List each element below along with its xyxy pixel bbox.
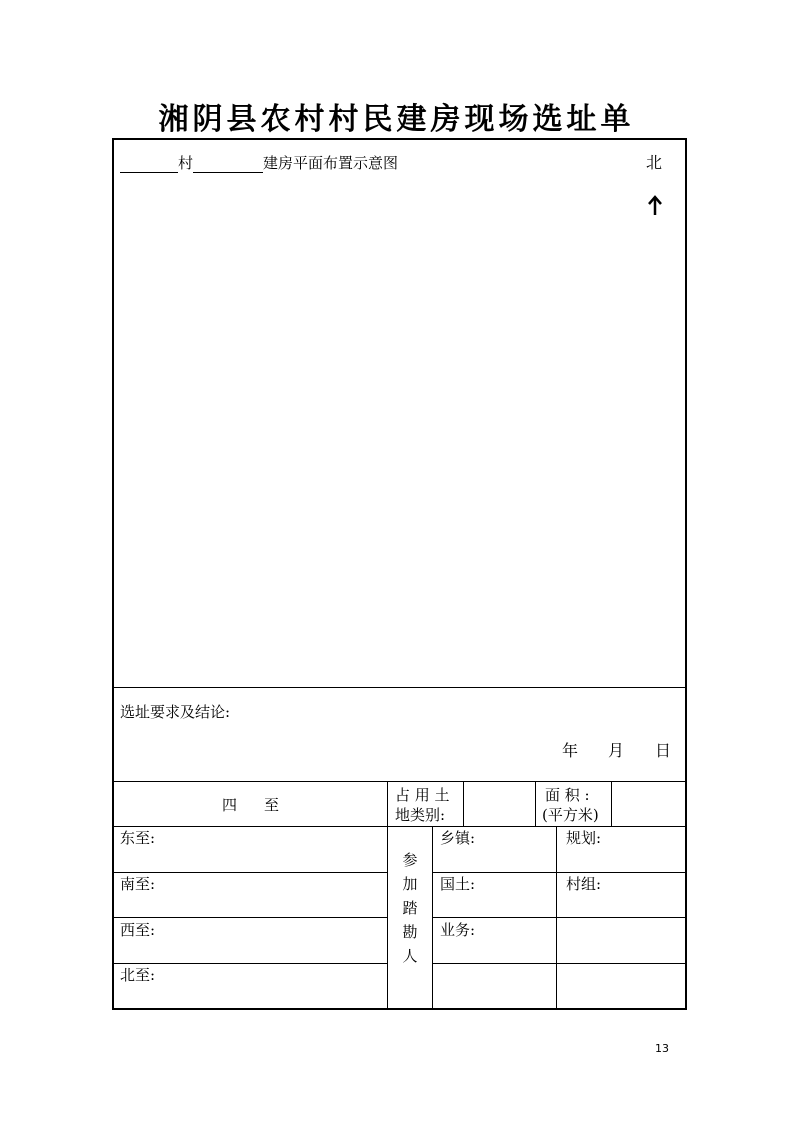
to-label: 至 [264, 796, 280, 814]
land-type-label-line2: 地类别: [395, 806, 446, 824]
planning-label: 规划: [566, 829, 602, 847]
area-label-line1: 面 积 : [545, 786, 590, 804]
plan-drawing-area[interactable] [114, 180, 685, 685]
vdivider-inspector-col [432, 826, 433, 1009]
divider-plan-bottom [113, 687, 686, 688]
month-label: 月 [608, 741, 625, 760]
conclusion-label: 选址要求及结论: [120, 703, 231, 721]
divider-conclusion-bottom [113, 781, 686, 782]
divider-boundary-header-bottom [113, 826, 686, 827]
land-bureau-label: 国土: [440, 875, 476, 893]
four-label: 四 [222, 796, 238, 814]
vdivider-header-3 [535, 781, 536, 826]
village-blank[interactable] [120, 156, 178, 173]
year-label: 年 [562, 741, 579, 760]
east-boundary-label: 东至: [120, 829, 156, 847]
business-label: 业务: [440, 921, 476, 939]
inspectors-vertical-label: 参 加 踏 勘 人 [402, 851, 418, 965]
divider-row3-right [432, 963, 686, 964]
north-label: 北 [646, 153, 663, 172]
area-value-cell[interactable] [612, 782, 685, 825]
township-label: 乡镇: [440, 829, 476, 847]
divider-row3 [113, 963, 387, 964]
west-boundary-label: 西至: [120, 921, 156, 939]
document-title: 湘阴县农村村民建房现场选址单 [158, 102, 635, 137]
south-boundary-label: 南至: [120, 875, 156, 893]
divider-row1-right [432, 872, 686, 873]
land-type-label-line1: 占 用 土 [395, 786, 450, 804]
north-boundary-label: 北至: [120, 966, 156, 984]
vdivider-header-1 [387, 781, 388, 1009]
divider-row2 [113, 917, 387, 918]
vdivider-inspector-mid [556, 826, 557, 1009]
village-group-label: 村组: [566, 875, 602, 893]
area-label-line2: (平方米) [542, 806, 599, 824]
group-blank[interactable] [193, 156, 263, 173]
divider-row2-right [432, 917, 686, 918]
land-type-value-cell[interactable] [464, 782, 534, 825]
page-number: 13 [655, 1042, 669, 1055]
divider-row1 [113, 872, 387, 873]
day-label: 日 [655, 741, 672, 760]
plan-heading: 村 建房平面布置示意图 [120, 153, 398, 173]
